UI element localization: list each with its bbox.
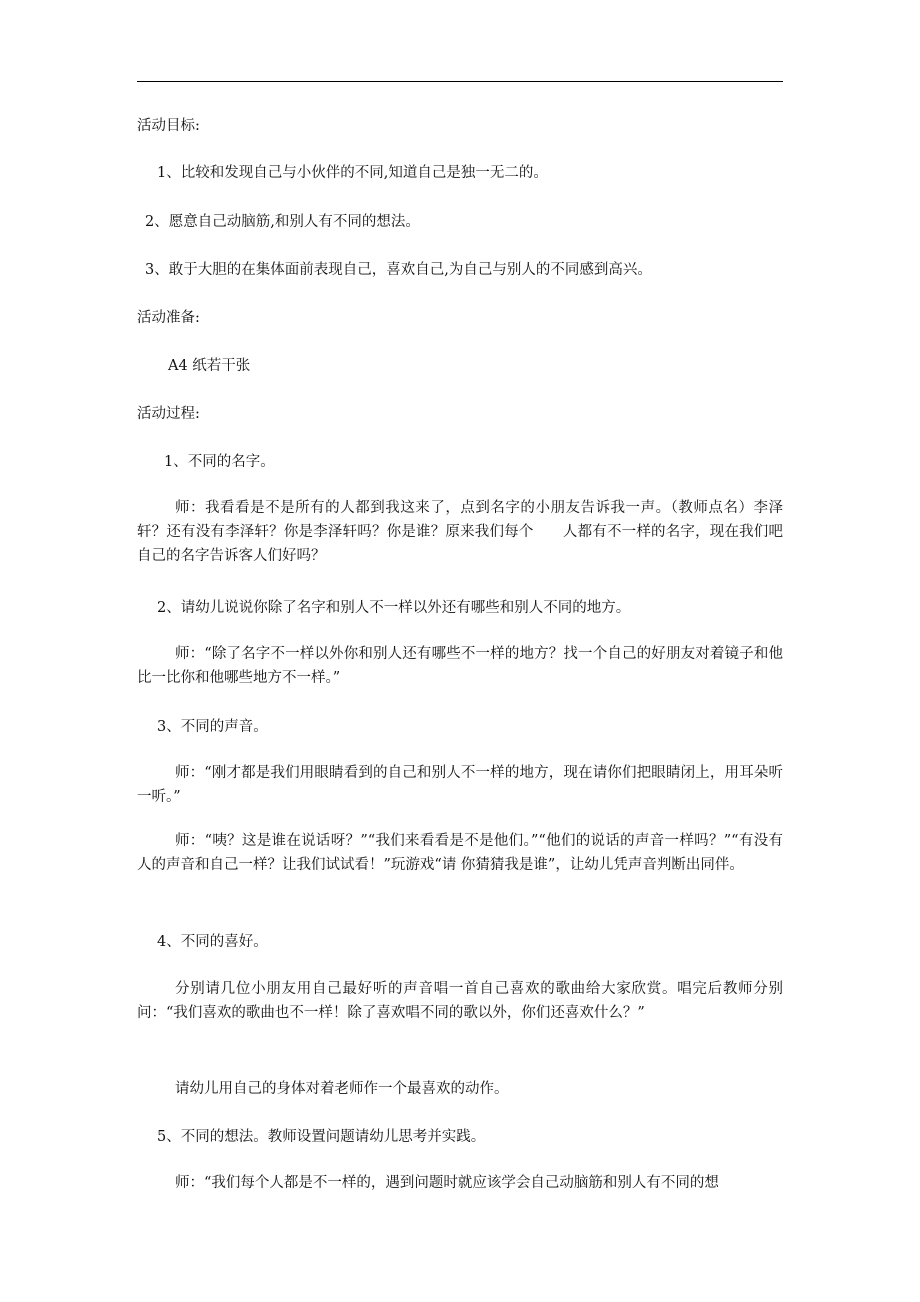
section-2-title: 2、请幼儿说说你除了名字和别人不一样以外还有哪些和别人不同的地方。 bbox=[157, 600, 631, 616]
section-1-paragraph: 师：我看看是不是所有的人都到我这来了，点到名字的小朋友告诉我一声。（教师点名）李泽轩？还有没有李泽轩？你是李泽轩吗？你是谁？原来我们每个 人都有不一样的名字，现在我们吧自己的名字告诉客人们好吗？ bbox=[137, 500, 783, 564]
section-3-title: 3、不同的声音。 bbox=[157, 719, 268, 735]
goal-item-2: 2、愿意自己动脑筋,和别人有不同的想法。 bbox=[145, 214, 420, 230]
prep-heading: 活动准备: bbox=[137, 310, 200, 326]
section-4-paragraph-1: 分别请几位小朋友用自己最好听的声音唱一首自己喜欢的歌曲给大家欣赏。唱完后教师分别问：“我们喜欢的歌曲也不一样！除了喜欢唱不同的歌以外，你们还喜欢什么？” bbox=[137, 981, 783, 1021]
section-5-title: 5、不同的想法。教师设置问题请幼儿思考并实践。 bbox=[157, 1129, 486, 1145]
section-1-title: 1、不同的名字。 bbox=[164, 454, 275, 470]
section-3-paragraph-2: 师：“咦？这是谁在说话呀？”“我们来看看是不是他们。”“他们的说话的声音一样吗？”“有没有人的声音和自己一样？让我们试试看！”玩游戏“请 你猜猜我是谁”，让幼儿凭声音判断出同伴。 bbox=[137, 833, 783, 873]
header-divider bbox=[137, 81, 783, 82]
section-3-paragraph-1: 师：“刚才都是我们用眼睛看到的自己和别人不一样的地方，现在请你们把眼睛闭上，用耳朵听一听。” bbox=[137, 765, 783, 805]
goal-item-3: 3、敢于大胆的在集体面前表现自己，喜欢自己,为自己与别人的不同感到高兴。 bbox=[145, 262, 652, 278]
section-4-paragraph-2: 请幼儿用自己的身体对着老师作一个最喜欢的动作。 bbox=[175, 1081, 509, 1097]
section-2-paragraph: 师：“除了名字不一样以外你和别人还有哪些不一样的地方？找一个自己的好朋友对着镜子和他比一比你和他哪些地方不一样。” bbox=[137, 646, 783, 686]
process-heading: 活动过程: bbox=[137, 406, 200, 422]
section-4-title: 4、不同的喜好。 bbox=[157, 934, 268, 950]
prep-item: A4 纸若干张 bbox=[168, 358, 251, 374]
goals-heading: 活动目标: bbox=[137, 118, 200, 134]
goal-item-1: 1、比较和发现自己与小伙伴的不同,知道自己是独一无二的。 bbox=[157, 165, 548, 181]
section-5-paragraph: 师：“我们每个人都是不一样的，遇到问题时就应该学会自己动脑筋和别人有不同的想 bbox=[175, 1175, 719, 1191]
